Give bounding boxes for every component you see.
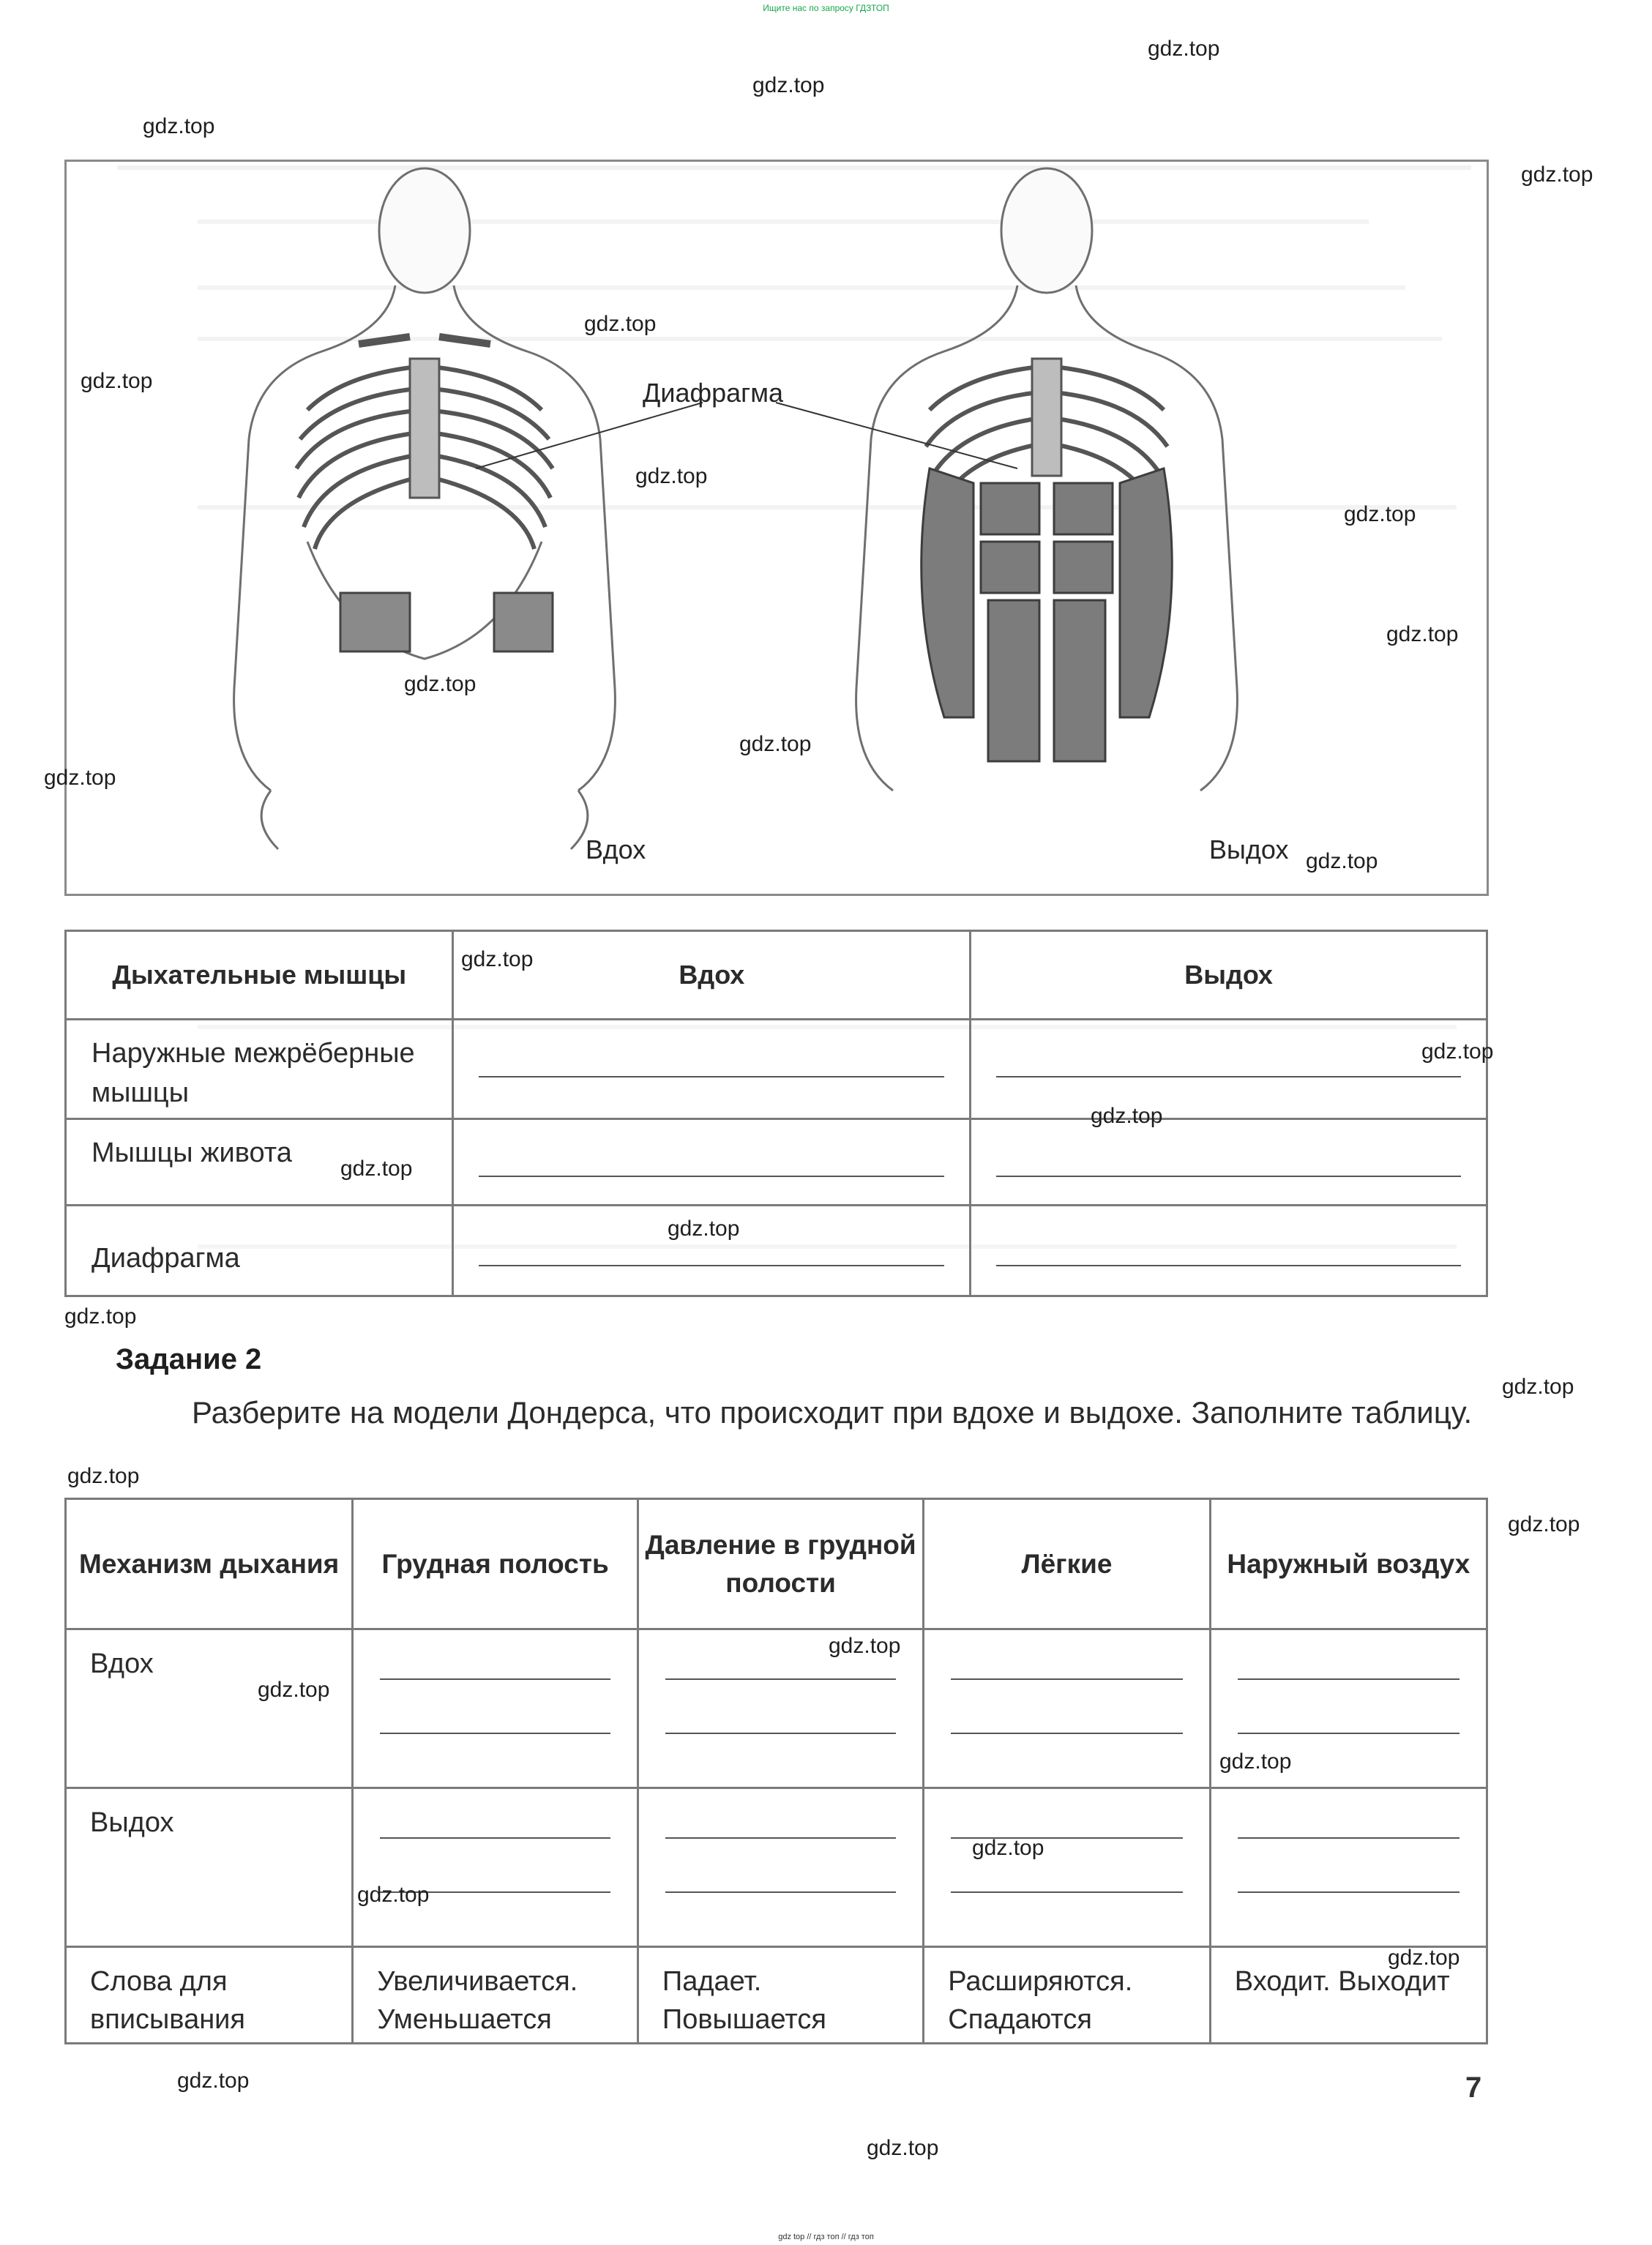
table-row — [66, 1788, 1487, 1947]
exhale-figure — [856, 168, 1238, 791]
watermark: gdz.top — [1219, 1749, 1292, 1774]
watermark: gdz.top — [81, 369, 153, 393]
row-label: Слова для вписывания — [90, 1966, 245, 2035]
watermark: gdz.top — [340, 1157, 413, 1181]
watermark: gdz.top — [635, 464, 708, 488]
column-header: Механизм дыхания — [66, 1499, 353, 1629]
watermark: gdz.top — [867, 2136, 939, 2160]
bottom-link[interactable]: gdz top // гдз топ // гдз топ — [778, 2233, 874, 2241]
task-text: Разберите на модели Дондерса, что происходит при вдохе и выдохе. Заполните таблицу. — [192, 1395, 1473, 1430]
column-header: Давление в грудной полости — [638, 1499, 923, 1629]
task-heading: Задание 2 — [116, 1343, 262, 1375]
column-header: Наружный воздух — [1210, 1499, 1487, 1629]
table-row — [66, 1119, 1487, 1206]
watermark: gdz.top — [64, 1304, 137, 1329]
watermark: gdz.top — [177, 2069, 250, 2093]
answer-cell[interactable] — [353, 1629, 638, 1788]
row-label: Выдох — [90, 1807, 174, 1838]
column-header: Грудная полость — [353, 1499, 638, 1629]
row-label: Диафрагма — [91, 1243, 240, 1274]
watermark: gdz.top — [357, 1883, 430, 1907]
watermark: gdz.top — [461, 947, 534, 971]
row-label: Наружные межрёберные мышцы — [91, 1038, 415, 1108]
table-header-row — [66, 931, 1487, 1020]
column-header: Выдох — [971, 931, 1487, 1020]
word-options: Увеличивается. Уменьшается — [377, 1966, 578, 2035]
table-header-row — [66, 1499, 1487, 1629]
table-row — [66, 1206, 1487, 1296]
answer-cell[interactable] — [924, 1629, 1211, 1788]
answer-cell[interactable] — [353, 1788, 638, 1947]
watermark: gdz.top — [972, 1836, 1044, 1860]
inhale-caption: Вдох — [586, 834, 646, 864]
row-label: Вдох — [90, 1648, 154, 1679]
watermark: gdz.top — [1508, 1512, 1580, 1536]
row-label: Мышцы живота — [91, 1138, 292, 1168]
watermark: gdz.top — [739, 732, 812, 756]
words-row — [66, 1947, 1487, 2044]
diaphragm-label: Диафрагма — [643, 378, 784, 408]
column-header: Вдох — [453, 931, 971, 1020]
anatomy-figure — [66, 161, 1483, 890]
answer-cell[interactable] — [1210, 1788, 1487, 1947]
page-number: 7 — [1465, 2072, 1482, 2104]
answer-cell[interactable] — [638, 1788, 923, 1947]
column-header: Лёгкие — [924, 1499, 1211, 1629]
watermark: gdz.top — [1388, 1946, 1460, 1970]
top-search-link[interactable]: Ищите нас по запросу ГДЗТОП — [763, 3, 889, 13]
word-options: Падает. Повышается — [662, 1966, 826, 2035]
watermark: gdz.top — [1148, 37, 1220, 61]
exhale-caption: Выдох — [1209, 834, 1289, 864]
watermark: gdz.top — [1502, 1375, 1574, 1399]
watermark: gdz.top — [404, 672, 476, 696]
watermark: gdz.top — [668, 1217, 740, 1241]
answer-cell[interactable] — [924, 1788, 1211, 1947]
watermark: gdz.top — [752, 73, 825, 97]
watermark: gdz.top — [1091, 1104, 1163, 1128]
answer-cell[interactable] — [971, 1020, 1487, 1119]
watermark: gdz.top — [829, 1634, 901, 1658]
watermark: gdz.top — [143, 114, 215, 138]
column-header: Дыхательные мышцы — [66, 931, 453, 1020]
answer-cell[interactable] — [453, 1020, 971, 1119]
watermark: gdz.top — [1386, 622, 1459, 646]
watermark: gdz.top — [258, 1678, 330, 1702]
watermark: gdz.top — [67, 1464, 140, 1488]
watermark: gdz.top — [1521, 163, 1593, 187]
answer-cell[interactable] — [971, 1119, 1487, 1206]
inhale-figure — [234, 168, 616, 849]
watermark: gdz.top — [1306, 849, 1378, 873]
muscles-table — [64, 930, 1488, 1297]
table-row — [66, 1020, 1487, 1119]
watermark: gdz.top — [44, 766, 116, 790]
watermark: gdz.top — [1344, 502, 1416, 526]
word-options: Расширяются. Спадаются — [948, 1966, 1133, 2035]
answer-cell[interactable] — [971, 1206, 1487, 1296]
word-options: Входит. Выходит — [1234, 1966, 1450, 1997]
watermark: gdz.top — [584, 312, 657, 336]
answer-cell[interactable] — [453, 1119, 971, 1206]
watermark: gdz.top — [1421, 1039, 1494, 1064]
